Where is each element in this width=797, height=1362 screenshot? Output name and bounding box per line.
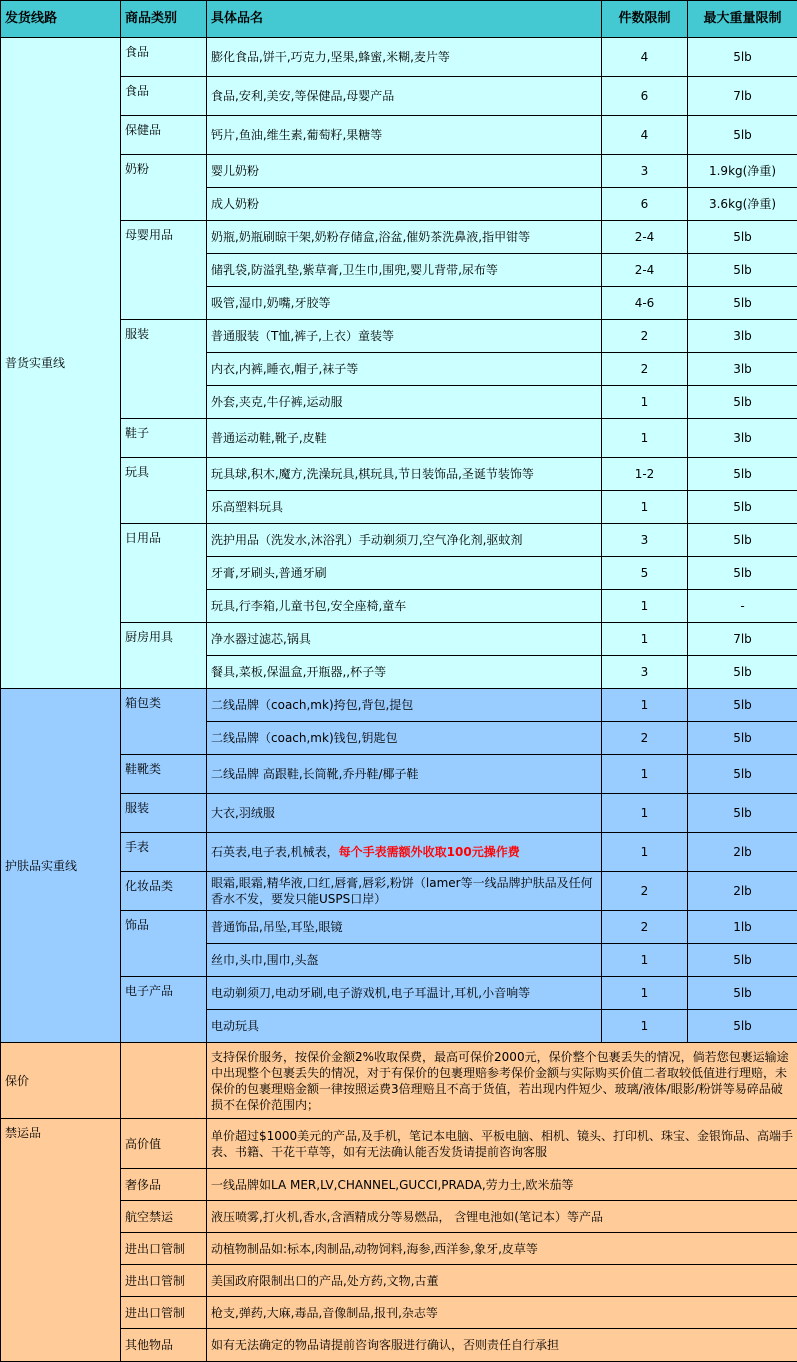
item-name-cell	[207, 911, 602, 944]
table-row	[1, 419, 797, 458]
route-cell: 护肤品实重线	[1, 689, 121, 1043]
table-row	[1, 794, 797, 833]
item-name-text: 石英表,电子表,机械表，	[211, 845, 339, 859]
banned-row	[1, 1169, 797, 1201]
table-row	[1, 623, 797, 656]
qty-limit-cell: 4	[602, 116, 688, 155]
table-row	[1, 458, 797, 491]
category-cell: 手表	[121, 833, 207, 872]
weight-limit-cell: 1.9kg(净重)	[688, 155, 797, 188]
item-name-cell	[207, 557, 602, 590]
item-name-cell	[207, 221, 602, 254]
qty-limit-cell: 2	[602, 722, 688, 755]
category-cell: 玩具	[121, 458, 207, 524]
category-cell: 食品	[121, 77, 207, 116]
table-row	[1, 689, 797, 722]
item-name-cell	[207, 155, 602, 188]
qty-limit-cell: 2-4	[602, 254, 688, 287]
header-route: 发货线路	[1, 1, 121, 38]
qty-limit-cell: 1	[602, 1010, 688, 1043]
qty-limit-cell: 1	[602, 386, 688, 419]
item-name-text: 内衣,内裤,睡衣,帽子,袜子等	[211, 362, 358, 376]
table-row	[1, 38, 797, 77]
banned-row	[1, 1265, 797, 1297]
qty-limit-cell: 1	[602, 977, 688, 1010]
item-name-text: 普通服装（T恤,裤子,上衣）童装等	[211, 329, 394, 343]
table-row	[1, 911, 797, 944]
weight-limit-cell: 7lb	[688, 623, 797, 656]
item-name-text: 净水器过滤芯,锅具	[211, 632, 311, 646]
weight-limit-cell: 5lb	[688, 386, 797, 419]
table-row	[1, 977, 797, 1010]
item-name-cell	[207, 491, 602, 524]
qty-limit-cell: 2	[602, 320, 688, 353]
qty-limit-cell: 3	[602, 524, 688, 557]
item-name-text: 眼霜,眼霜,精华液,口红,唇膏,唇彩,粉饼（lamer等一线品牌护肤品及任何香水不发，要发只能USPS口岸）	[211, 876, 593, 906]
item-name-cell	[207, 353, 602, 386]
qty-limit-cell: 2-4	[602, 221, 688, 254]
weight-limit-cell: 5lb	[688, 458, 797, 491]
insurance-row	[1, 1043, 797, 1119]
weight-limit-cell: 5lb	[688, 656, 797, 689]
weight-limit-cell: 5lb	[688, 38, 797, 77]
item-name-text: 玩具,行李箱,儿童书包,安全座椅,童车	[211, 599, 406, 613]
header-row	[1, 1, 797, 38]
weight-limit-cell: 7lb	[688, 77, 797, 116]
banned-category: 其他物品	[121, 1329, 207, 1362]
item-name-cell	[207, 188, 602, 221]
item-name-cell	[207, 623, 602, 656]
weight-limit-cell: 5lb	[688, 254, 797, 287]
qty-limit-cell: 4-6	[602, 287, 688, 320]
item-name-text: 餐具,菜板,保温盒,开瓶器,,杯子等	[211, 665, 386, 679]
banned-row	[1, 1201, 797, 1233]
banned-description: 如有无法确定的物品请提前咨询客服进行确认，否则责任自行承担	[207, 1329, 797, 1362]
item-name-text: 二线品牌 高跟鞋,长筒靴,乔丹鞋/椰子鞋	[211, 767, 419, 781]
weight-limit-cell: 5lb	[688, 722, 797, 755]
weight-limit-cell: 5lb	[688, 287, 797, 320]
weight-limit-cell: 5lb	[688, 524, 797, 557]
weight-limit-cell: -	[688, 590, 797, 623]
banned-row	[1, 1233, 797, 1265]
weight-limit-cell: 5lb	[688, 1010, 797, 1043]
category-cell: 保健品	[121, 116, 207, 155]
insurance-empty-cell	[121, 1043, 207, 1119]
banned-description: 一线品牌如LA MER,LV,CHANNEL,GUCCI,PRADA,劳力士,欧米茄等	[207, 1169, 797, 1201]
table-row	[1, 155, 797, 188]
category-cell: 厨房用具	[121, 623, 207, 689]
category-cell: 鞋子	[121, 419, 207, 458]
item-name-text: 婴儿奶粉	[211, 164, 259, 178]
table-row	[1, 872, 797, 911]
table-row	[1, 116, 797, 155]
banned-row	[1, 1119, 797, 1169]
qty-limit-cell: 1	[602, 755, 688, 794]
banned-category: 进出口管制	[121, 1233, 207, 1265]
banned-category: 进出口管制	[121, 1265, 207, 1297]
weight-limit-cell: 5lb	[688, 977, 797, 1010]
item-name-cell	[207, 386, 602, 419]
item-name-cell	[207, 77, 602, 116]
item-name-text: 膨化食品,饼干,巧克力,坚果,蜂蜜,米糊,麦片等	[211, 50, 450, 64]
qty-limit-cell: 3	[602, 155, 688, 188]
item-name-cell	[207, 287, 602, 320]
item-name-cell	[207, 722, 602, 755]
item-name-text: 洗护用品（洗发水,沐浴乳）手动剃须刀,空气净化剂,驱蚊剂	[211, 533, 522, 547]
item-name-cell	[207, 833, 602, 872]
insurance-text: 支持保价服务，按保价金额2%收取保费，最高可保价2000元，保价整个包裹丢失的情况，倘若您包裹运输途中出现整个包裹丢失的情况，对于有保价的包裹理赔参考保价金额与实际购买价值二者取较低值进行理赔，未保价的包裹理赔金额一律按照运费3倍理赔且不高于货值，若出现内件短少、玻璃/液体/眼影/粉饼等易碎品破损不在保价范围内；	[207, 1043, 797, 1119]
item-name-cell	[207, 944, 602, 977]
table-row	[1, 524, 797, 557]
table-row	[1, 221, 797, 254]
category-cell: 食品	[121, 38, 207, 77]
item-name-text: 储乳袋,防溢乳垫,紫草膏,卫生巾,围兜,婴儿背带,尿布等	[211, 263, 498, 277]
weight-limit-cell: 5lb	[688, 557, 797, 590]
qty-limit-cell: 1	[602, 833, 688, 872]
weight-limit-cell: 5lb	[688, 491, 797, 524]
category-cell: 化妆品类	[121, 872, 207, 911]
header-qty-limit: 件数限制	[602, 1, 688, 38]
category-cell: 服装	[121, 794, 207, 833]
item-name-text: 普通饰品,吊坠,耳坠,眼镜	[211, 920, 342, 934]
category-cell: 饰品	[121, 911, 207, 977]
item-name-text: 钙片,鱼油,维生素,葡萄籽,果糖等	[211, 128, 382, 142]
category-cell: 电子产品	[121, 977, 207, 1043]
qty-limit-cell: 5	[602, 557, 688, 590]
item-name-text: 电动剃须刀,电动牙刷,电子游戏机,电子耳温计,耳机,小音响等	[211, 986, 530, 1000]
item-name-text: 成人奶粉	[211, 197, 259, 211]
qty-limit-cell: 1	[602, 491, 688, 524]
banned-category: 高价值	[121, 1119, 207, 1169]
weight-limit-cell: 2lb	[688, 872, 797, 911]
table-row	[1, 320, 797, 353]
header-weight-limit: 最大重量限制	[688, 1, 797, 38]
category-cell: 鞋靴类	[121, 755, 207, 794]
qty-limit-cell: 6	[602, 77, 688, 116]
qty-limit-cell: 3	[602, 656, 688, 689]
category-cell: 箱包类	[121, 689, 207, 755]
weight-limit-cell: 3lb	[688, 419, 797, 458]
item-name-cell	[207, 524, 602, 557]
item-name-text: 奶瓶,奶瓶刷晾干架,奶粉存储盒,浴盆,催奶茶洗鼻液,指甲钳等	[211, 230, 530, 244]
banned-description: 液压喷雾,打火机,香水,含酒精成分等易燃品， 含锂电池如(笔记本）等产品	[207, 1201, 797, 1233]
table-row	[1, 833, 797, 872]
item-name-cell	[207, 419, 602, 458]
item-name-cell	[207, 689, 602, 722]
weight-limit-cell: 5lb	[688, 794, 797, 833]
banned-category: 航空禁运	[121, 1201, 207, 1233]
item-name-cell	[207, 656, 602, 689]
item-name-cell	[207, 794, 602, 833]
item-name-cell	[207, 38, 602, 77]
item-name-cell	[207, 458, 602, 491]
weight-limit-cell: 5lb	[688, 116, 797, 155]
weight-limit-cell: 5lb	[688, 221, 797, 254]
item-name-text: 电动玩具	[211, 1019, 259, 1033]
weight-limit-cell: 2lb	[688, 833, 797, 872]
qty-limit-cell: 2	[602, 872, 688, 911]
weight-limit-cell: 3.6kg(净重)	[688, 188, 797, 221]
insurance-label: 保价	[1, 1043, 121, 1119]
banned-category: 奢侈品	[121, 1169, 207, 1201]
item-name-cell	[207, 977, 602, 1010]
item-name-text: 丝巾,头巾,围巾,头盔	[211, 953, 318, 967]
weight-limit-cell: 5lb	[688, 755, 797, 794]
item-name-text: 二线品牌（coach,mk)挎包,背包,提包	[211, 698, 413, 712]
qty-limit-cell: 6	[602, 188, 688, 221]
item-name-text: 大衣,羽绒服	[211, 806, 275, 820]
qty-limit-cell: 2	[602, 353, 688, 386]
item-name-text: 普通运动鞋,靴子,皮鞋	[211, 431, 327, 445]
item-name-cell	[207, 755, 602, 794]
banned-row	[1, 1297, 797, 1329]
item-name-cell	[207, 1010, 602, 1043]
header-item-name: 具体品名	[207, 1, 602, 38]
qty-limit-cell: 1	[602, 623, 688, 656]
qty-limit-cell: 4	[602, 38, 688, 77]
item-name-cell	[207, 320, 602, 353]
route-cell: 普货实重线	[1, 38, 121, 689]
weight-limit-cell: 3lb	[688, 353, 797, 386]
banned-description: 枪支,弹药,大麻,毒品,音像制品,报刊,杂志等	[207, 1297, 797, 1329]
category-cell: 日用品	[121, 524, 207, 623]
table-row	[1, 755, 797, 794]
qty-limit-cell: 1	[602, 794, 688, 833]
header-category: 商品类别	[121, 1, 207, 38]
item-name-text: 玩具球,积木,魔方,洗澡玩具,棋玩具,节日装饰品,圣诞节装饰等	[211, 467, 534, 481]
category-cell: 服装	[121, 320, 207, 419]
item-name-cell	[207, 254, 602, 287]
item-name-cell	[207, 590, 602, 623]
banned-category: 进出口管制	[121, 1297, 207, 1329]
qty-limit-cell: 1	[602, 419, 688, 458]
weight-limit-cell: 5lb	[688, 944, 797, 977]
banned-row	[1, 1329, 797, 1362]
banned-description: 动植物制品如:标本,肉制品,动物饲料,海参,西洋参,象牙,皮草等	[207, 1233, 797, 1265]
banned-description: 美国政府限制出口的产品,处方药,文物,古董	[207, 1265, 797, 1297]
weight-limit-cell: 3lb	[688, 320, 797, 353]
banned-title: 禁运品	[1, 1119, 121, 1362]
item-name-text: 二线品牌（coach,mk)钱包,钥匙包	[211, 731, 397, 745]
qty-limit-cell: 1	[602, 944, 688, 977]
item-name-text: 乐高塑料玩具	[211, 500, 283, 514]
qty-limit-cell: 1-2	[602, 458, 688, 491]
qty-limit-cell: 1	[602, 590, 688, 623]
surcharge-note: 每个手表需额外收取100元操作费	[339, 845, 520, 859]
qty-limit-cell: 1	[602, 689, 688, 722]
item-name-text: 外套,夹克,牛仔裤,运动服	[211, 395, 342, 409]
category-cell: 母婴用品	[121, 221, 207, 320]
item-name-text: 吸管,湿巾,奶嘴,牙胶等	[211, 296, 330, 310]
weight-limit-cell: 5lb	[688, 689, 797, 722]
item-name-text: 牙膏,牙刷头,普通牙刷	[211, 566, 327, 580]
qty-limit-cell: 2	[602, 911, 688, 944]
category-cell: 奶粉	[121, 155, 207, 221]
banned-description: 单价超过$1000美元的产品,及手机，笔记本电脑、平板电脑、相机、镜头、打印机、珠宝、金银饰品、高端手表、书籍、干花干草等，如有无法确认能否发货请提前咨询客服	[207, 1119, 797, 1169]
item-name-cell	[207, 872, 602, 911]
table-row	[1, 77, 797, 116]
item-name-cell	[207, 116, 602, 155]
item-name-text: 食品,安利,美安,等保健品,母婴产品	[211, 89, 394, 103]
weight-limit-cell: 1lb	[688, 911, 797, 944]
